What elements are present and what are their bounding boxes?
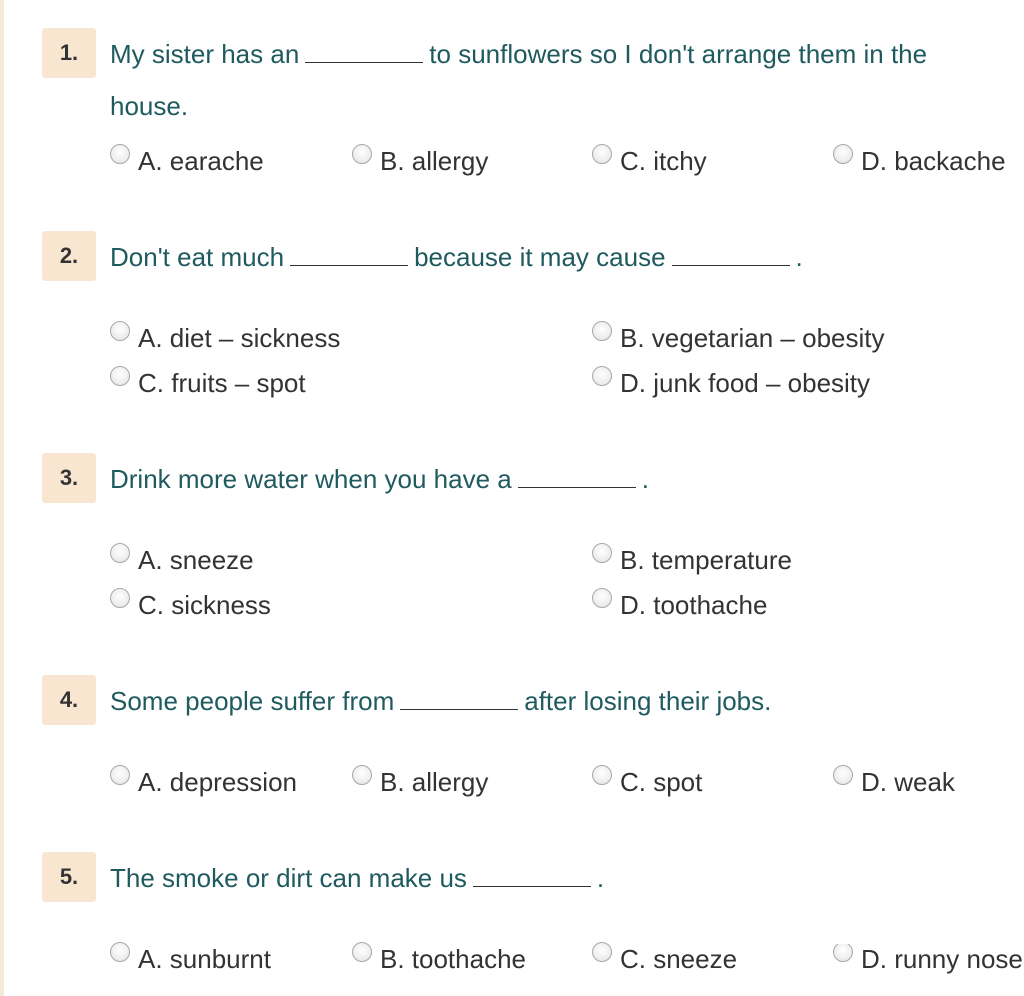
answer-option-c[interactable] (110, 368, 306, 399)
question-text (110, 453, 1000, 505)
option-label: B. allergy (380, 146, 489, 176)
radio-button[interactable] (833, 765, 853, 785)
question-text-part: Drink more water when you have a (110, 464, 512, 494)
question-text-part: . (596, 863, 605, 893)
question-text-part: . (641, 464, 649, 494)
radio-button[interactable] (592, 321, 612, 341)
answer-option-b[interactable] (592, 323, 885, 354)
answer-blank (473, 864, 591, 887)
answer-option-b[interactable] (592, 545, 792, 576)
question-text-part: . (795, 242, 803, 272)
option-label: A. sneeze (138, 545, 254, 575)
option-label: B. toothache (380, 944, 526, 974)
answer-option-d[interactable] (833, 146, 1006, 177)
radio-button[interactable] (110, 942, 130, 962)
answer-blank (290, 243, 408, 266)
option-label: A. sunburnt (138, 944, 271, 974)
radio-button[interactable] (110, 321, 130, 341)
option-label: D. backache (861, 146, 1006, 176)
answer-option-a[interactable] (110, 545, 254, 576)
radio-button[interactable] (110, 588, 130, 608)
answer-option-d[interactable] (592, 368, 870, 399)
option-label: C. sneeze (620, 944, 738, 974)
answer-blank (305, 40, 423, 63)
question-text-part: Don't eat much (110, 242, 285, 272)
question-text (110, 852, 1000, 904)
answer-option-b[interactable] (352, 944, 526, 975)
option-label: D. weak (861, 767, 955, 797)
option-label: B. vegetarian – obesity (620, 323, 885, 353)
question-number: 4. (42, 675, 96, 725)
option-label: C. itchy (620, 146, 707, 176)
radio-button[interactable] (592, 144, 612, 164)
radio-button[interactable] (833, 144, 853, 164)
option-label: D. toothache (620, 590, 768, 620)
question-text (110, 28, 1000, 132)
answer-option-a[interactable] (110, 146, 264, 177)
question-number: 1. (42, 28, 96, 78)
radio-button[interactable] (592, 366, 612, 386)
question-text (110, 675, 1000, 727)
radio-button[interactable] (110, 765, 130, 785)
option-label: A. diet – sickness (138, 323, 341, 353)
question-text (110, 231, 1000, 283)
page-left-border (0, 0, 4, 996)
option-label: C. sickness (138, 590, 271, 620)
answer-option-b[interactable] (352, 767, 488, 798)
answer-option-d[interactable] (833, 944, 1024, 975)
question-number: 3. (42, 453, 96, 503)
radio-button[interactable] (592, 942, 612, 962)
answer-option-d[interactable] (833, 767, 955, 798)
question-number: 5. (42, 852, 96, 902)
answer-option-b[interactable] (352, 146, 488, 177)
option-label: D. runny nose (861, 944, 1023, 974)
question-text-part: The smoke or dirt can make us (110, 863, 467, 893)
question-number: 2. (42, 231, 96, 281)
radio-button[interactable] (352, 942, 372, 962)
answer-option-d[interactable] (592, 590, 767, 621)
radio-button[interactable] (592, 765, 612, 785)
option-label: A. depression (138, 767, 297, 797)
answer-option-c[interactable] (592, 146, 707, 177)
answer-blank (518, 465, 636, 488)
radio-button[interactable] (833, 944, 853, 962)
answer-option-c[interactable] (110, 590, 271, 621)
radio-button[interactable] (110, 144, 130, 164)
answer-blank (400, 687, 518, 710)
radio-button[interactable] (352, 144, 372, 164)
answer-option-a[interactable] (110, 323, 340, 354)
answer-option-c[interactable] (592, 944, 737, 975)
radio-button[interactable] (110, 366, 130, 386)
radio-button[interactable] (352, 765, 372, 785)
answer-blank (672, 243, 790, 266)
question-text-part: after losing their jobs. (524, 686, 772, 716)
answer-option-a[interactable] (110, 944, 271, 975)
radio-button[interactable] (110, 543, 130, 563)
answer-option-c[interactable] (592, 767, 702, 798)
radio-button[interactable] (592, 543, 612, 563)
option-label: D. junk food – obesity (620, 368, 871, 398)
question-text-part: My sister has an (110, 39, 300, 69)
radio-button[interactable] (592, 588, 612, 608)
option-label: C. spot (620, 767, 703, 797)
option-label: A. earache (138, 146, 264, 176)
option-label: B. temperature (620, 545, 792, 575)
answer-option-a[interactable] (110, 767, 297, 798)
option-label: B. allergy (380, 767, 489, 797)
option-label: C. fruits – spot (138, 368, 306, 398)
question-text-part: Some people suffer from (110, 686, 395, 716)
question-text-part: to sunflowers so I don't arrange them in the house. (110, 39, 928, 121)
question-text-part: because it may cause (414, 242, 666, 272)
